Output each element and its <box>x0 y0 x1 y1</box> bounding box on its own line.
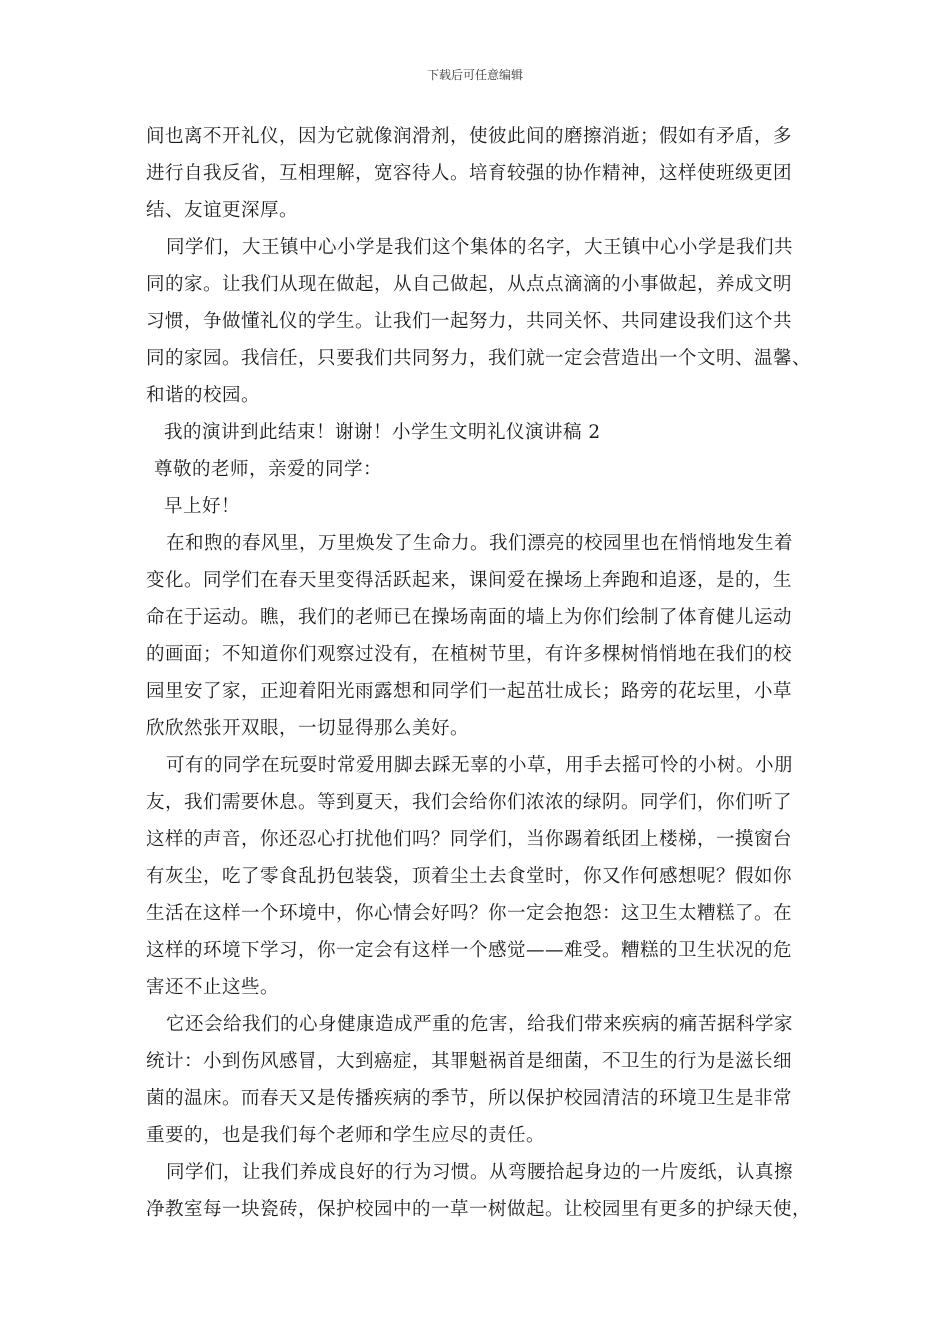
text-line: 重要的，也是我们每个老师和学生应尽的责任。 <box>146 1125 546 1146</box>
text-line: 我的演讲到此结束！谢谢！小学生文明礼仪演讲稿 2 <box>164 422 601 443</box>
text-line: 同学们，让我们养成良好的行为习惯。从弯腰拾起身边的一片废纸，认真擦 <box>166 1162 794 1183</box>
text-line: 统计：小到伤风感冒，大到癌症，其罪魁祸首是细菌，不卫生的行为是滋长细 <box>146 1051 793 1072</box>
text-line: 和谐的校园。 <box>146 385 261 406</box>
text-line: 习惯，争做懂礼仪的学生。让我们一起努力，共同关怀、共同建设我们这个共 <box>146 311 793 332</box>
text-line: 尊敬的老师，亲爱的同学： <box>154 459 383 480</box>
text-line: 的画面；不知道你们观察过没有，在植树节里，有许多棵树悄悄地在我们的校 <box>146 644 793 665</box>
text-line: 同的家园。我信任，只要我们共同努力，我们就一定会营造出一个文明、温馨、 <box>146 348 812 369</box>
text-line: 命在于运动。瞧，我们的老师已在操场南面的墙上为你们绘制了体育健儿运动 <box>146 607 793 628</box>
text-line: 在和煦的春风里，万里焕发了生命力。我们漂亮的校园里也在悄悄地发生着 <box>166 533 794 554</box>
text-line: 生活在这样一个环境中，你心情会好吗？你一定会抱怨：这卫生太糟糕了。在 <box>146 903 793 924</box>
text-line: 净教室每一块瓷砖，保护校园中的一草一树做起。让校园里有更多的护绿天使， <box>146 1199 812 1220</box>
text-line: 它还会给我们的心身健康造成严重的危害，给我们带来疾病的痛苦据科学家 <box>166 1014 794 1035</box>
text-line: 可有的同学在玩耍时常爱用脚去踩无辜的小草，用手去摇可怜的小树。小朋 <box>166 755 794 776</box>
text-line: 有灰尘，吃了零食乱扔包装袋，顶着尘土去食堂时，你又作何感想呢？假如你 <box>146 866 793 887</box>
document-body <box>146 118 826 1228</box>
text-line: 变化。同学们在春天里变得活跃起来，课间爱在操场上奔跑和追逐，是的，生 <box>146 570 793 591</box>
text-line: 这样的声音，你还忍心打扰他们吗？同学们，当你踢着纸团上楼梯，一摸窗台 <box>146 829 793 850</box>
text-line: 早上好！ <box>164 496 241 517</box>
text-line: 园里安了家，正迎着阳光雨露想和同学们一起茁壮成长；路旁的花坛里，小草 <box>146 681 793 702</box>
text-line: 结、友谊更深厚。 <box>146 200 299 221</box>
text-line: 菌的温床。而春天又是传播疾病的季节，所以保护校园清洁的环境卫生是非常 <box>146 1088 793 1109</box>
text-line: 欣欣然张开双眼，一切显得那么美好。 <box>146 718 470 739</box>
text-line: 同学们，大王镇中心小学是我们这个集体的名字，大王镇中心小学是我们共 <box>166 237 794 258</box>
text-line: 间也离不开礼仪，因为它就像润滑剂，使彼此间的磨擦消逝；假如有矛盾，多 <box>146 126 793 147</box>
page-header: 下载后可任意编辑 <box>426 68 523 82</box>
text-line: 进行自我反省，互相理解，宽容待人。培育较强的协作精神，这样使班级更团 <box>146 163 793 184</box>
text-line: 友，我们需要休息。等到夏天，我们会给你们浓浓的绿阴。同学们，你们听了 <box>146 792 793 813</box>
text-line: 害还不止这些。 <box>146 977 280 998</box>
text-line: 这样的环境下学习，你一定会有这样一个感觉——难受。糟糕的卫生状况的危 <box>146 940 793 961</box>
text-line: 同的家。让我们从现在做起，从自己做起，从点点滴滴的小事做起，养成文明 <box>146 274 793 295</box>
